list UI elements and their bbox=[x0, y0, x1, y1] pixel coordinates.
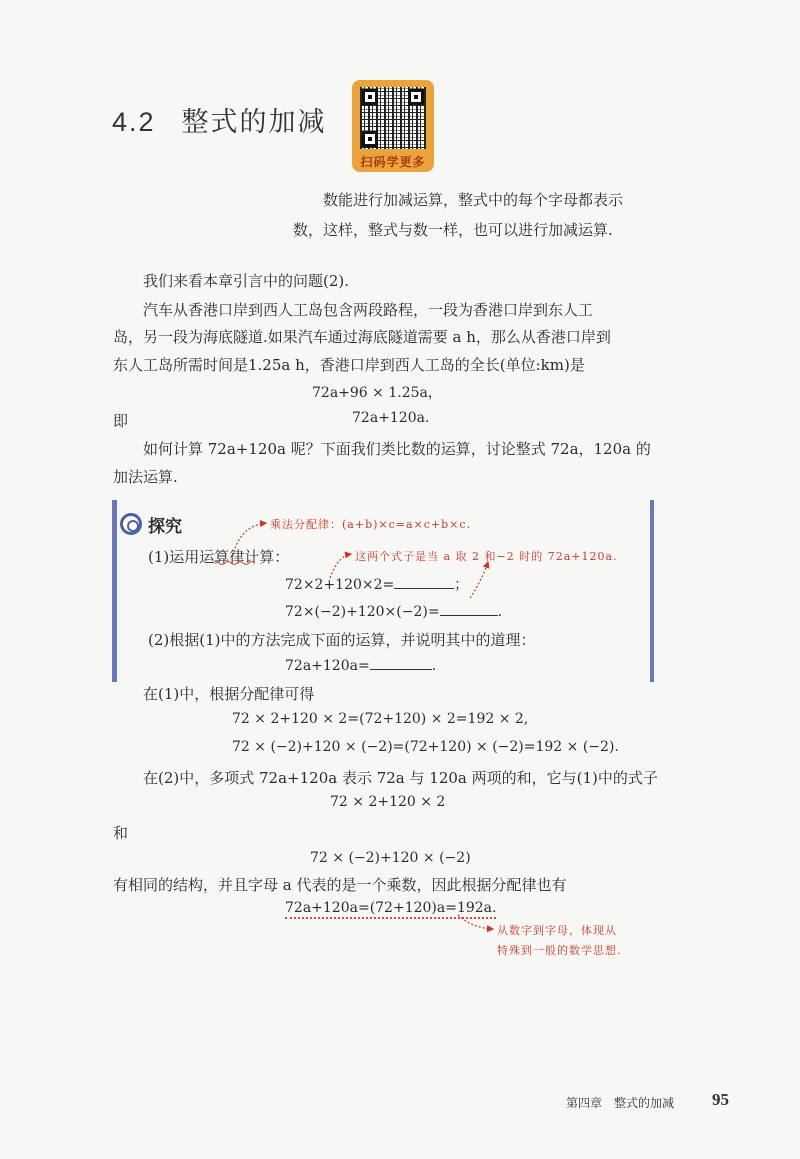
intro-p3-line-1: 如何计算 72a+120a 呢？下面我们类比数的运算，讨论整式 72a，120a 的 bbox=[143, 440, 651, 458]
explore-q1b: 72×(−2)+120×(−2)= bbox=[285, 604, 440, 620]
q2a-end: . bbox=[431, 658, 437, 674]
intro-p2-line-3: 东人工岛所需时间是1.25a h，香港口岸到西人工岛的全长(单位:km)是 bbox=[113, 356, 585, 374]
solution-formula-5: 72a+120a=(72+120)a=192a. bbox=[285, 900, 496, 919]
q1a-end: ； bbox=[454, 577, 469, 593]
solution-s2: 在(2)中，多项式 72a+120a 表示 72a 与 120a 两项的和，它与(1)中的式子 bbox=[143, 769, 658, 787]
solution-formula-4: 72 × (−2)+120 × (−2) bbox=[310, 850, 471, 866]
solution-s1: 在(1)中，根据分配律可得 bbox=[143, 685, 315, 703]
intro-p3-line-2: 加法运算. bbox=[113, 468, 178, 486]
arrow-distributive bbox=[232, 523, 266, 560]
ji-label: 即 bbox=[113, 412, 129, 430]
annotation-digits-to-letters-2: 特殊到一般的数学思想. bbox=[497, 944, 622, 957]
solution-formula-1: 72 × 2+120 × 2=(72+120) × 2=192 × 2, bbox=[232, 711, 529, 727]
section-number: 4.2 bbox=[112, 107, 156, 137]
explore-q1a: 72×2+120×2= bbox=[285, 577, 395, 593]
solution-s3: 有相同的结构，并且字母 a 代表的是一个乘数，因此根据分配律也有 bbox=[113, 876, 567, 894]
annotation-digits-to-letters-1: 从数字到字母，体现从 bbox=[497, 924, 617, 937]
footer-chapter: 第四章 整式的加减 bbox=[566, 1096, 675, 1110]
explore-q2: (2)根据(1)中的方法完成下面的运算，并说明其中的道理： bbox=[148, 631, 536, 649]
formula-1: 72a+96 × 1.25a， bbox=[312, 385, 442, 401]
intro-p2-line-1: 汽车从香港口岸到西人工岛包含两段路程，一段为香港口岸到东人工 bbox=[143, 301, 594, 319]
intro-paragraph-1: 我们来看本章引言中的问题(2). bbox=[143, 272, 350, 290]
formula-2: 72a+120a. bbox=[352, 410, 430, 426]
page-number: 95 bbox=[712, 1090, 729, 1109]
section-title-text: 整式的加减 bbox=[181, 107, 327, 138]
solution-formula-3: 72 × 2+120 × 2 bbox=[330, 794, 446, 810]
qr-label: 扫码学更多 bbox=[360, 155, 426, 169]
solution-he: 和 bbox=[113, 824, 129, 842]
explore-q1: (1)运用运算律计算： bbox=[148, 548, 290, 566]
explore-title: 探究 bbox=[148, 517, 182, 537]
margin-note-line-2: 数，这样，整式与数一样，也可以进行加减运算. bbox=[293, 221, 613, 239]
solution-formula-2: 72 × (−2)+120 × (−2)=(72+120) × (−2)=192 × (−2). bbox=[232, 739, 619, 755]
wavy-underline-q1 bbox=[213, 562, 255, 565]
annotation-distributive-law: 乘法分配律：(a+b)×c=a×c+b×c. bbox=[270, 518, 472, 531]
explore-q2a: 72a+120a= bbox=[285, 658, 370, 674]
arrow-special-values bbox=[330, 554, 351, 578]
annotation-special-values: 这两个式子是当 a 取 2 和−2 时的 72a+120a. bbox=[355, 550, 618, 563]
intro-p2-line-2: 岛，另一段为海底隧道.如果汽车通过海底隧道需要 a h，那么从香港口岸到 bbox=[113, 328, 611, 346]
q1b-end: . bbox=[497, 604, 503, 620]
margin-note-line-1: 数能进行加减运算，整式中的每个字母都表示 bbox=[323, 191, 624, 209]
arrow-digits-letters bbox=[458, 915, 493, 929]
arrow-special-values-2 bbox=[470, 562, 488, 598]
